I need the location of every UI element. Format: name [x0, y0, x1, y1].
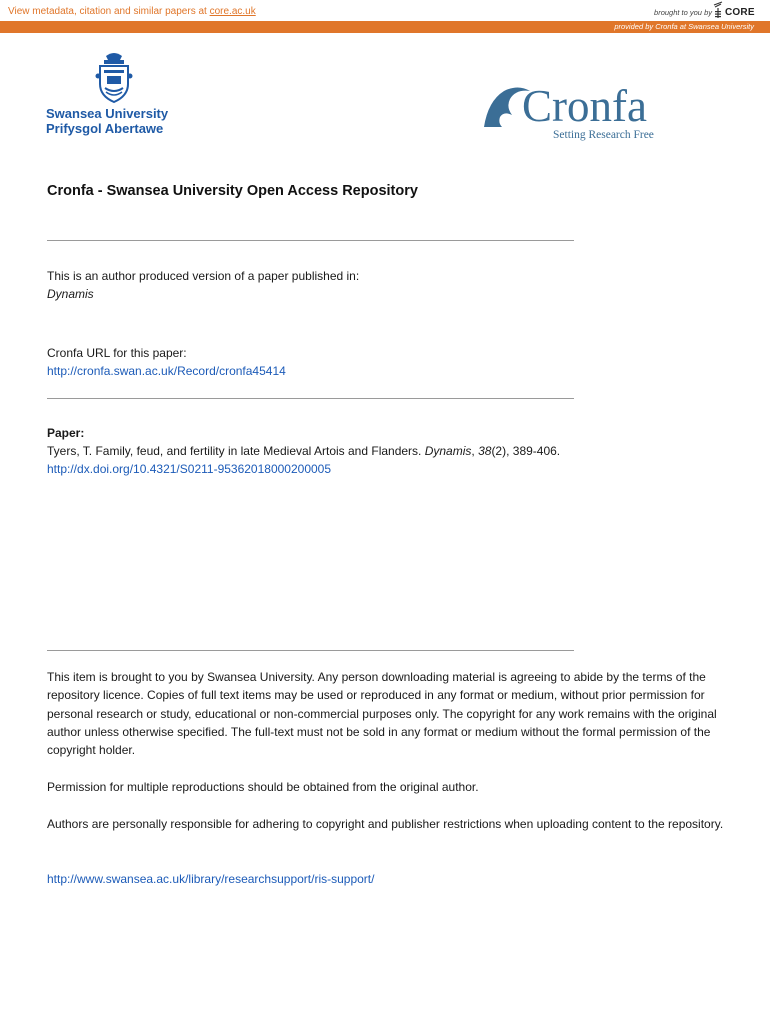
citation-main: Tyers, T. Family, feud, and fertility in late Medieval Artois and Flanders.: [47, 444, 425, 458]
core-logo-text: CORE: [725, 7, 755, 18]
licence-paragraph: This item is brought to you by Swansea University. Any person downloading material is agreeing to abide by the terms of the repository licence. Copies of full text items may be used or reproduced in any format or medium, without prior permission for personal research or study, educational or non-commercial purposes only. The copyright for any work remains with the original author unless otherwise specified. The full-text must not be sold in any format or medium without the formal permission of the copyright holder.: [47, 670, 717, 758]
brought-to-you-text: brought to you by: [654, 8, 712, 17]
paper-citation: [47, 442, 560, 460]
cronfa-url-link[interactable]: http://cronfa.swan.ac.uk/Record/cronfa45414: [47, 364, 286, 378]
university-name-welsh: Prifysgol Abertawe: [46, 120, 164, 136]
provided-by-text: provided by Cronfa at Swansea University: [614, 22, 754, 31]
paper-heading: Paper:: [47, 426, 85, 440]
cronfa-name: Cronfa: [522, 81, 647, 131]
metadata-label: View metadata, citation and similar papers at: [8, 6, 210, 17]
swansea-university-logo: [46, 50, 186, 140]
core-logo-icon: [712, 1, 724, 19]
doi-link[interactable]: http://dx.doi.org/10.4321/S0211-95362018000200005: [47, 462, 332, 476]
citation-separator: ,: [471, 444, 479, 458]
citation-volume: 38: [478, 444, 492, 458]
core-provided-bar: [0, 21, 770, 33]
cronfa-logo: [482, 81, 682, 145]
published-in-label: This is an author produced version of a paper published in:: [47, 269, 360, 283]
permission-paragraph: Permission for multiple reproductions should be obtained from the original author.: [47, 780, 479, 794]
repository-title: Cronfa - Swansea University Open Access Repository: [47, 183, 418, 199]
cronfa-url-label: Cronfa URL for this paper:: [47, 346, 187, 360]
core-header: [0, 0, 770, 21]
journal-name: Dynamis: [47, 287, 94, 301]
ris-support-link[interactable]: http://www.swansea.ac.uk/library/researchsupport/ris-support/: [47, 872, 375, 886]
university-crest-icon: [94, 50, 134, 104]
cronfa-tagline: Setting Research Free: [553, 129, 654, 141]
core-link[interactable]: core.ac.uk: [209, 6, 256, 17]
citation-rest: (2), 389-406.: [491, 444, 561, 458]
university-name: [46, 107, 168, 136]
core-metadata-text: [8, 6, 256, 17]
divider: [47, 240, 574, 241]
university-name-english: Swansea University: [46, 106, 169, 121]
divider: [47, 650, 574, 651]
divider: [47, 398, 574, 399]
authors-responsibility-paragraph: Authors are personally responsible for adhering to copyright and publisher restrictions when uploading content to the repository.: [47, 817, 724, 831]
core-logo[interactable]: [712, 1, 756, 19]
citation-journal: Dynamis: [424, 444, 472, 458]
